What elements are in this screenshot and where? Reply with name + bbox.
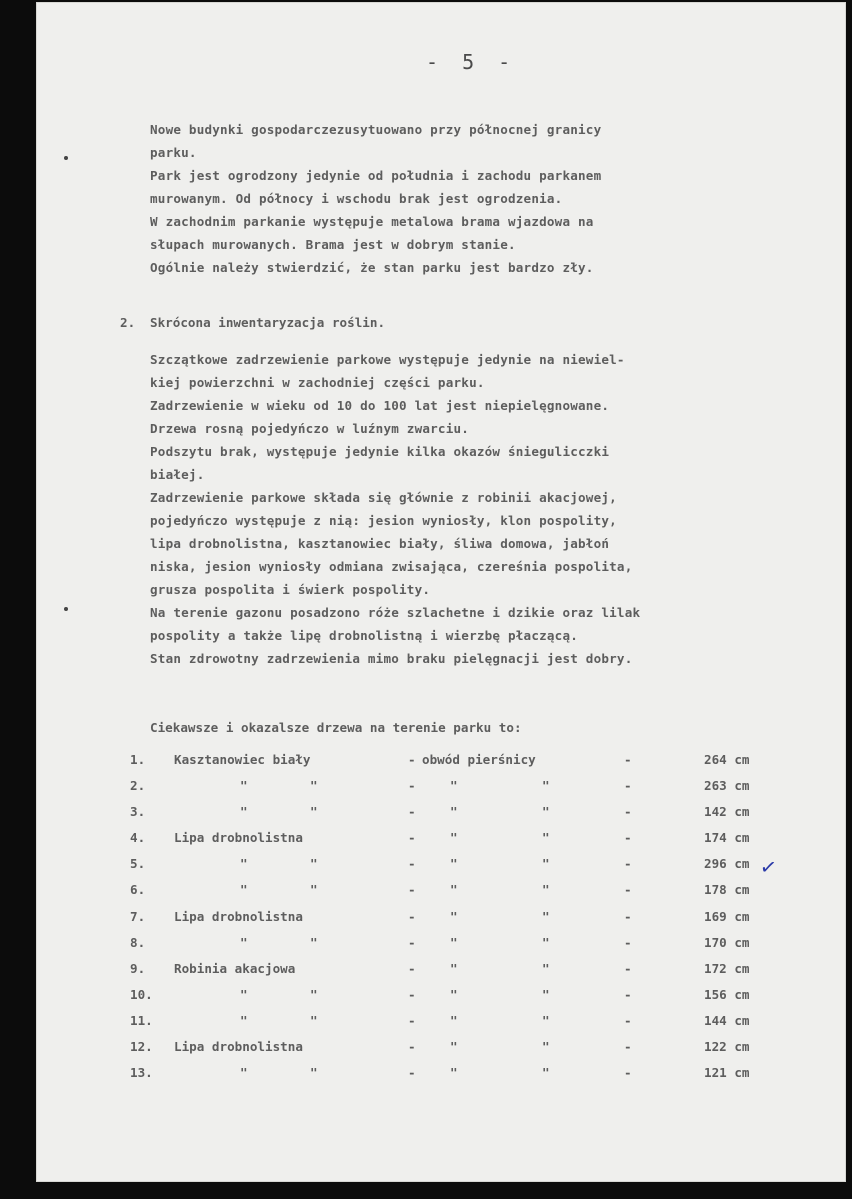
ditto-mark: " [310, 882, 318, 898]
section-title: Skrócona inwentaryzacja roślin. [150, 315, 386, 330]
text-line: pojedyńczo występuje z nią: jesion wyniosły, klon pospolity, [150, 513, 617, 528]
tree-number: 11. [130, 1012, 153, 1028]
text-line: pospolity a także lipę drobnolistną i wierzbę płaczącą. [150, 628, 579, 643]
section-heading [120, 315, 385, 330]
dash: - [624, 882, 632, 898]
dash: - [624, 778, 632, 794]
tree-row [130, 748, 780, 774]
tree-number: 12. [130, 1039, 153, 1055]
circumference-value: 296 cm [704, 856, 750, 872]
circumference-value: 156 cm [704, 986, 750, 1002]
ditto-mark: " [542, 1065, 550, 1081]
ditto-mark: " [310, 1065, 318, 1081]
ditto-mark: " [240, 986, 248, 1002]
dash: - [624, 986, 632, 1002]
dash: - [408, 960, 416, 976]
dash: - [408, 804, 416, 820]
dash: - [624, 1039, 632, 1055]
tree-number: 10. [130, 986, 153, 1002]
ditto-mark: " [542, 986, 550, 1002]
tree-row [130, 878, 780, 904]
ditto-mark: " [240, 804, 248, 820]
tree-number: 2. [130, 778, 146, 794]
tree-row [130, 826, 780, 852]
ditto-mark: " [542, 856, 550, 872]
tree-row [130, 1009, 780, 1035]
text-line: Szczątkowe zadrzewienie parkowe występuje jedynie na niewiel- [150, 352, 625, 367]
tree-number: 9. [130, 960, 146, 976]
circumference-value: 172 cm [704, 960, 750, 976]
ditto-mark: " [542, 960, 550, 976]
text-line: W zachodnim parkanie występuje metalowa brama wjazdowa na [150, 214, 594, 229]
measure-label: obwód pierśnicy [422, 752, 536, 767]
margin-dot-mark [64, 156, 68, 160]
circumference-value: 122 cm [704, 1039, 750, 1055]
dash: - [408, 830, 416, 846]
text-line: Podszytu brak, występuje jedynie kilka okazów śniegulicczki [150, 444, 610, 459]
ditto-mark: " [450, 1065, 458, 1081]
ditto-mark: " [450, 1012, 458, 1028]
ditto-mark: " [310, 778, 318, 794]
ditto-mark: " [450, 882, 458, 898]
text-line: Stan zdrowotny zadrzewienia mimo braku pielęgnacji jest dobry. [150, 651, 633, 666]
ditto-mark: " [450, 804, 458, 820]
section-number: 2. [120, 315, 136, 330]
text-line: Park jest ogrodzony jedynie od południa i zachodu parkanem [150, 168, 602, 183]
ditto-mark: " [542, 908, 550, 924]
tree-row [130, 1035, 780, 1061]
circumference-value: 170 cm [704, 934, 750, 950]
ditto-mark: " [450, 986, 458, 1002]
ditto-mark: " [542, 934, 550, 950]
ditto-mark: " [542, 804, 550, 820]
ditto-mark: " [450, 1039, 458, 1055]
ditto-mark: " [310, 1012, 318, 1028]
tree-list [130, 748, 780, 1087]
ditto-mark: " [542, 1039, 550, 1055]
tree-number: 6. [130, 882, 146, 898]
dash: - [408, 986, 416, 1002]
dash: - [408, 1039, 416, 1055]
intro-paragraph [150, 118, 790, 279]
tree-species: Lipa drobnolistna [174, 1039, 303, 1055]
circumference-value: 142 cm [704, 804, 750, 820]
tree-row [130, 931, 780, 957]
ditto-mark: " [310, 934, 318, 950]
circumference-value: 121 cm [704, 1065, 750, 1081]
tree-row [130, 774, 780, 800]
ditto-mark: " [450, 908, 458, 924]
ditto-mark: " [240, 1065, 248, 1081]
ditto-mark: " [450, 934, 458, 950]
tree-row [130, 905, 780, 931]
dash: - [408, 1012, 416, 1028]
ditto-mark: " [542, 882, 550, 898]
text-line: Zadrzewienie parkowe składa się głównie z robinii akacjowej, [150, 490, 617, 505]
dash: - [624, 934, 632, 950]
ditto-mark: " [240, 1012, 248, 1028]
text-line: Ogólnie należy stwierdzić, że stan parku jest bardzo zły. [150, 260, 594, 275]
dash: - [624, 856, 632, 872]
ditto-mark: " [240, 778, 248, 794]
ditto-mark: " [542, 830, 550, 846]
page-number: - 5 - [426, 50, 517, 74]
tree-species: Kasztanowiec biały [174, 752, 311, 767]
ditto-mark: " [450, 778, 458, 794]
ditto-mark: " [542, 1012, 550, 1028]
ditto-mark: " [240, 882, 248, 898]
margin-dot-mark [64, 607, 68, 611]
tree-row [130, 800, 780, 826]
text-line: murowanym. Od północy i wschodu brak jest ogrodzenia. [150, 191, 563, 206]
text-line: białej. [150, 467, 205, 482]
ditto-mark: " [542, 778, 550, 794]
text-line: Drzewa rosną pojedyńczo w luźnym zwarciu. [150, 421, 470, 436]
text-line: parku. [150, 145, 197, 160]
text-line: Na terenie gazonu posadzono róże szlachetne i dzikie oraz lilak [150, 605, 641, 620]
ditto-mark: " [310, 986, 318, 1002]
tree-number: 1. [130, 752, 146, 767]
dash: - [624, 908, 632, 924]
tree-species: Robinia akacjowa [174, 960, 296, 976]
tree-number: 13. [130, 1065, 153, 1081]
ditto-mark: " [450, 960, 458, 976]
text-line: kiej powierzchni w zachodniej części parku. [150, 375, 485, 390]
text-line: niska, jesion wyniosły odmiana zwisająca, czereśnia pospolita, [150, 559, 633, 574]
dash: - [624, 804, 632, 820]
text-line: Nowe budynki gospodarczezusytuowano przy północnej granicy [150, 122, 602, 137]
dash: - [624, 1065, 632, 1081]
dash: - [408, 856, 416, 872]
dash: - [624, 830, 632, 846]
ditto-mark: " [240, 856, 248, 872]
text-line: Zadrzewienie w wieku od 10 do 100 lat jest niepielęgnowane. [150, 398, 610, 413]
ditto-mark: " [240, 934, 248, 950]
circumference-value: 263 cm [704, 778, 750, 794]
dash: - [624, 752, 632, 767]
circumference-value: 169 cm [704, 908, 750, 924]
text-line: grusza pospolita i świerk pospolity. [150, 582, 431, 597]
tree-number: 5. [130, 856, 146, 872]
tree-number: 8. [130, 934, 146, 950]
handwritten-check-icon: ✓ [758, 853, 779, 881]
circumference-value: 264 cm [704, 752, 750, 767]
dash: - [408, 908, 416, 924]
tree-number: 4. [130, 830, 146, 846]
circumference-value: 178 cm [704, 882, 750, 898]
dash: - [408, 1065, 416, 1081]
ditto-mark: " [310, 856, 318, 872]
circumference-value: 174 cm [704, 830, 750, 846]
tree-row [130, 1061, 780, 1087]
ditto-mark: " [450, 856, 458, 872]
circumference-value: 144 cm [704, 1012, 750, 1028]
ditto-mark: " [450, 830, 458, 846]
dash: - [408, 934, 416, 950]
text-line: lipa drobnolistna, kasztanowiec biały, śliwa domowa, jabłoń [150, 536, 610, 551]
tree-row [130, 957, 780, 983]
tree-number: 7. [130, 908, 146, 924]
tree-species: Lipa drobnolistna [174, 908, 303, 924]
tree-species: Lipa drobnolistna [174, 830, 303, 846]
dash: - [408, 752, 416, 767]
tree-list-heading: Ciekawsze i okazalsze drzewa na terenie parku to: [150, 720, 522, 735]
inventory-paragraph [150, 348, 790, 670]
ditto-mark: " [310, 804, 318, 820]
dash: - [624, 960, 632, 976]
tree-row [130, 983, 780, 1009]
tree-number: 3. [130, 804, 146, 820]
dash: - [624, 1012, 632, 1028]
dash: - [408, 778, 416, 794]
text-line: słupach murowanych. Brama jest w dobrym stanie. [150, 237, 516, 252]
dash: - [408, 882, 416, 898]
tree-row [130, 852, 780, 881]
